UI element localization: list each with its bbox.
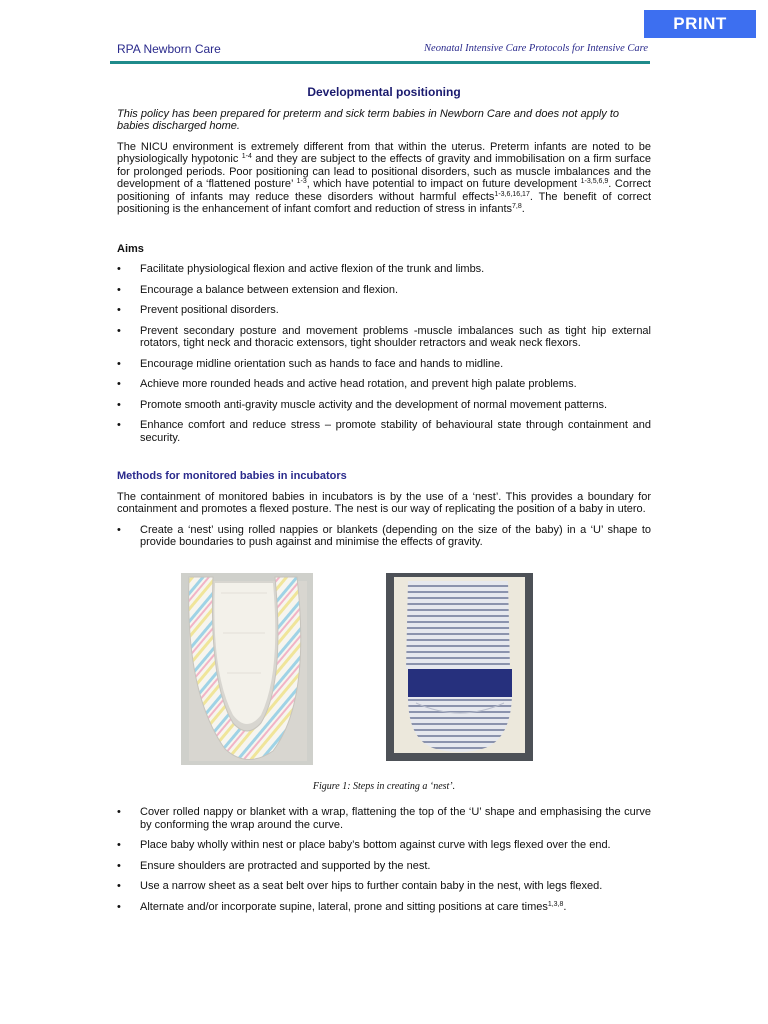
aim-item: • Enhance comfort and reduce stress – promote stability of behavioural state through containment and security.: [117, 419, 651, 444]
step-item: • Place baby wholly within nest or place baby’s bottom against curve with legs flexed over the end.: [117, 839, 651, 852]
aim-item: • Promote smooth anti-gravity muscle activity and the development of normal movement patterns.: [117, 399, 651, 412]
policy-intro: This policy has been prepared for preterm and sick term babies in Newborn Care and does not apply to babies discharged home.: [117, 107, 619, 132]
methods-paragraph: The containment of monitored babies in incubators is by the use of a ‘nest’. This provides a boundary for containment and promotes a flexed posture. The nest is our way of replicating the position of a baby in utero.: [117, 490, 651, 515]
header-series: Neonatal Intensive Care Protocols for Intensive Care: [424, 43, 648, 54]
figure: [117, 573, 651, 781]
step-item: • Cover rolled nappy or blanket with a wrap, flattening the top of the ‘U’ shape and emphasising the curve by conforming the wrap around the curve.: [117, 806, 651, 831]
step-item: • Use a narrow sheet as a seat belt over hips to further contain baby in the nest, with legs flexed.: [117, 880, 651, 893]
aim-item: • Encourage a balance between extension and flexion.: [117, 284, 651, 297]
methods-list: [117, 524, 651, 549]
document-body: [117, 86, 651, 921]
method-item: • Create a ‘nest’ using rolled nappies or blankets (depending on the size of the baby) in a ‘U’ shape to provide boundaries to push against and minimise the effects of gravity.: [117, 524, 651, 549]
citation: 1-3,5,6,9: [580, 178, 609, 185]
aims-list: [117, 263, 651, 444]
aim-item: • Prevent positional disorders.: [117, 304, 651, 317]
citation: 7,8: [512, 203, 522, 210]
step-item: • Ensure shoulders are protracted and supported by the nest.: [117, 860, 651, 873]
methods-heading: Methods for monitored babies in incubators: [117, 470, 347, 482]
print-button[interactable]: PRINT: [644, 10, 756, 38]
document-title: Developmental positioning: [307, 85, 461, 99]
aims-heading: Aims: [117, 242, 144, 255]
aim-item: • Encourage midline orientation such as hands to face and hands to midline.: [117, 358, 651, 371]
nest-photo-rolled-blanket: [181, 573, 313, 765]
step-item: • Alternate and/or incorporate supine, lateral, prone and sitting positions at care times$^{1,3,8}$.: [117, 901, 651, 914]
nest-photo-wrapped: [386, 573, 533, 761]
aim-item: • Achieve more rounded heads and active head rotation, and prevent high palate problems.: [117, 378, 651, 391]
citation: 1-3,6,16,17: [494, 190, 530, 198]
header-org: RPA Newborn Care: [117, 42, 221, 56]
citation: 1-4: [241, 153, 252, 160]
citation: 1,3,8: [547, 900, 564, 908]
steps-list: [117, 806, 651, 913]
intro-paragraph: The NICU environment is extremely different from that within the uterus. Preterm infants are noted to be physiologically hypotonic $^{1-4}$ and they are subject to the effects of gravity and immobilisation on a firm surface for prolonged periods. Poor positioning can lead to positional disorders, such as muscle imbalances and the development of a ‘flattened posture’ $^{1-3}$, which have potential to impact on future development $^{1-3,5,6,9}$. Correct positioning of infants may reduce these disorders without harmful effects$^{1-3,6,16,17}$. The benefit of correct positioning is the enhancement of infant comfort and reduction of stress in infants$^{7,8}$.: [117, 140, 652, 215]
citation: 1-3: [296, 178, 307, 185]
header-rule: [110, 61, 650, 64]
figure-caption: Figure 1: Steps in creating a ‘nest’.: [312, 780, 456, 792]
aim-item: • Prevent secondary posture and movement problems -muscle imbalances such as tight hip external rotators, tight neck and thoracic extensors, tight shoulder retractors and weak neck flexors.: [117, 325, 651, 350]
aim-item: • Facilitate physiological flexion and active flexion of the trunk and limbs.: [117, 263, 651, 276]
